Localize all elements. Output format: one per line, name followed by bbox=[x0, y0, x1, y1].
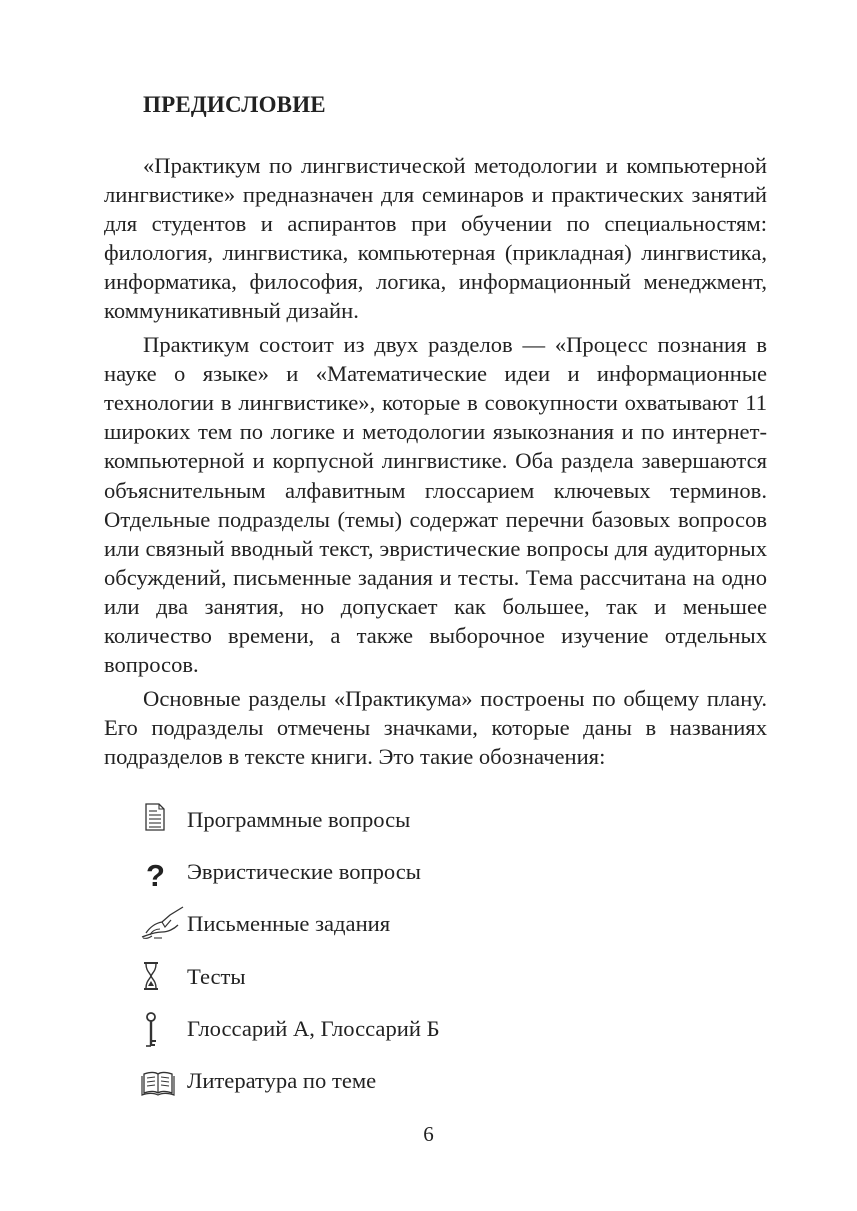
paragraph-2: Практикум состоит из двух разделов — «Процесс познания в науке о языке» и «Математические идеи и информационные технологии в лингвистике», которые в совокупности охватывают 11 широких тем по логике и методологии языкознания и по интернет-компьютерной и корпусной лингвистике. Оба раздела завершаются объяснительным алфавитным глоссарием ключевых терминов. Отдельные подразделы (темы) содержат перечни базовых вопросов или связный вводный текст, эвристические вопросы для аудиторных обсуждений, письменные задания и тесты. Тема рассчитана на одно или два занятия, но допускает как большее, так и меньшее количество времени, а также выборочное изучение отдельных вопросов. bbox=[104, 332, 767, 677]
svg-text:?: ? bbox=[146, 858, 165, 893]
key-icon bbox=[140, 1010, 184, 1050]
paragraph-1: «Практикум по лингвистической методологии и компьютерной лингвистике» предназначен для семинаров и практических занятий для студентов и аспирантов при обучении по специальностям: филология, лингвистика, компьютерная (прикладная) лингвистика, информатика, философия, логика, информационный менеджмент, коммуникативный дизайн. bbox=[104, 153, 767, 324]
legend-item-program-questions bbox=[140, 801, 660, 841]
legend-item-tests bbox=[140, 958, 660, 998]
legend-item-heuristic-questions bbox=[140, 853, 660, 893]
legend-label: Программные вопросы bbox=[187, 807, 411, 832]
legend-label: Глоссарий А, Глоссарий Б bbox=[187, 1016, 440, 1041]
legend-item-glossary bbox=[140, 1010, 660, 1050]
legend-label: Эвристические вопросы bbox=[187, 859, 421, 884]
page-title: ПРЕДИСЛОВИЕ bbox=[143, 92, 326, 117]
page-number: 6 bbox=[423, 1122, 434, 1146]
open-book-icon bbox=[140, 1062, 184, 1102]
question-mark-icon bbox=[140, 853, 184, 893]
paragraph-3: Основные разделы «Практикума» построены по общему плану. Его подразделы отмечены значками, которые даны в названиях подразделов в тексте книги. Это такие обозначения: bbox=[104, 685, 767, 769]
document-icon bbox=[140, 801, 184, 841]
legend-label: Письменные задания bbox=[187, 911, 391, 936]
legend-label: Тесты bbox=[187, 964, 246, 989]
hourglass-icon bbox=[140, 958, 184, 998]
writing-hand-icon bbox=[140, 905, 184, 945]
preface-body bbox=[104, 151, 767, 776]
legend-item-written-tasks bbox=[140, 905, 660, 945]
legend-item-literature bbox=[140, 1062, 660, 1102]
legend-label: Литература по теме bbox=[187, 1068, 377, 1093]
